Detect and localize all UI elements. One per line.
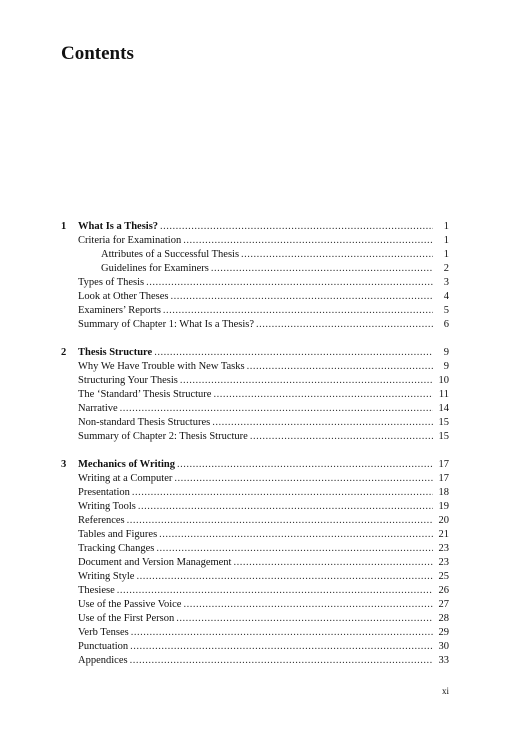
entry-page: 23 [438,543,449,554]
toc-entry[interactable] [61,514,449,528]
toc-entry[interactable] [61,626,449,640]
entry-title: Attributes of a Successful Thesis [101,249,240,260]
toc-chapter-2 [61,346,449,444]
chapter-page: 17 [438,459,449,470]
dot-leader [177,458,433,472]
dot-leader [154,346,433,360]
entry-title: Look at Other Theses [78,291,169,302]
entry-title: Use of the First Person [78,613,175,624]
entry-title: Punctuation [78,641,129,652]
entry-title: Appendices [78,655,128,666]
dot-leader [146,276,433,290]
toc-entry[interactable] [61,276,449,290]
toc-chapter-heading[interactable] [61,346,449,360]
dot-leader [160,220,433,234]
toc-entry[interactable] [61,360,449,374]
entry-title: Writing Style [78,571,135,582]
entry-title: Criteria for Examination [78,235,182,246]
dot-leader [120,402,433,416]
dot-leader [138,500,433,514]
entry-page: 21 [438,529,449,540]
entry-page: 18 [438,487,449,498]
entry-page: 5 [443,305,449,316]
entry-page: 20 [438,515,449,526]
entry-page: 23 [438,557,449,568]
toc-entry[interactable] [61,612,449,626]
chapter-title: What Is a Thesis? [78,221,159,232]
entry-title: Thesiese [78,585,115,596]
toc-entry[interactable] [61,528,449,542]
dot-leader [130,640,433,654]
entry-page: 6 [443,319,449,330]
entry-title: Use of the Passive Voice [78,599,182,610]
toc-entry[interactable] [61,486,449,500]
dot-leader [183,234,433,248]
entry-title: Verb Tenses [78,627,129,638]
toc-entry[interactable] [61,416,449,430]
entry-page: 14 [438,403,449,414]
entry-title: Examiners’ Reports [78,305,161,316]
toc-entry[interactable] [61,388,449,402]
entry-page: 1 [443,249,449,260]
chapter-page: 9 [443,347,449,358]
chapter-number: 1 [61,221,67,232]
dot-leader [171,290,434,304]
entry-page: 1 [443,235,449,246]
chapter-title: Mechanics of Writing [78,459,176,470]
dot-leader [233,556,433,570]
toc-chapter-1 [61,220,449,332]
entry-title: Writing at a Computer [78,473,173,484]
entry-page: 9 [443,361,449,372]
dot-leader [256,318,433,332]
dot-leader [176,612,433,626]
toc-chapter-heading[interactable] [61,458,449,472]
toc-entry[interactable] [61,500,449,514]
entry-page: 29 [438,627,449,638]
dot-leader [213,388,433,402]
entry-title: Document and Version Management [78,557,232,568]
entry-page: 10 [438,375,449,386]
entry-page: 11 [438,389,449,400]
entry-page: 15 [438,417,449,428]
dot-leader [136,570,433,584]
dot-leader [130,654,433,668]
entry-title: Narrative [78,403,118,414]
dot-leader [180,374,433,388]
chapter-title: Thesis Structure [78,347,153,358]
dot-leader [174,472,433,486]
chapter-number: 3 [61,459,67,470]
entry-title: Structuring Your Thesis [78,375,178,386]
entry-title: Presentation [78,487,130,498]
entry-page: 3 [443,277,449,288]
dot-leader [127,514,433,528]
entry-page: 26 [438,585,449,596]
entry-page: 19 [438,501,449,512]
chapter-number: 2 [61,347,67,358]
dot-leader [156,542,433,556]
toc-chapter-heading[interactable] [61,220,449,234]
entry-title: Writing Tools [78,501,136,512]
toc-entry[interactable] [61,430,449,444]
toc-entry[interactable] [61,290,449,304]
entry-title: Summary of Chapter 2: Thesis Structure [78,431,248,442]
entry-title: Guidelines for Examiners [101,263,209,274]
entry-title: Why We Have Trouble with New Tasks [78,361,245,372]
toc-entry[interactable] [61,234,449,248]
entry-title: Types of Thesis [78,277,145,288]
dot-leader [132,486,433,500]
entry-page: 2 [443,263,449,274]
toc-entry[interactable] [61,570,449,584]
entry-page: 15 [438,431,449,442]
toc-entry[interactable] [61,304,449,318]
dot-leader [159,528,433,542]
entry-page: 30 [438,641,449,652]
dot-leader [241,248,433,262]
dot-leader [131,626,433,640]
dot-leader [117,584,433,598]
toc-chapter-3 [61,458,449,668]
entry-page: 33 [438,655,449,666]
dot-leader [247,360,433,374]
toc-entry[interactable] [61,262,449,276]
entry-title: References [78,515,125,526]
dot-leader [211,262,433,276]
dot-leader [183,598,433,612]
toc-entry[interactable] [61,402,449,416]
entry-title: Non-standard Thesis Structures [78,417,211,428]
entry-page: 17 [438,473,449,484]
toc-entry[interactable] [61,472,449,486]
entry-title: Summary of Chapter 1: What Is a Thesis? [78,319,255,330]
entry-page: 4 [443,291,449,302]
entry-page: 25 [438,571,449,582]
dot-leader [163,304,433,318]
toc-entry[interactable] [61,654,449,668]
toc-entry[interactable] [61,248,449,262]
table-of-contents [61,220,449,668]
entry-title: Tables and Figures [78,529,158,540]
entry-title: Tracking Changes [78,543,155,554]
entry-page: 27 [438,599,449,610]
toc-entry[interactable] [61,640,449,654]
toc-entry[interactable] [61,542,449,556]
toc-entry[interactable] [61,584,449,598]
page-title: Contents [61,43,134,64]
dot-leader [250,430,433,444]
toc-entry[interactable] [61,556,449,570]
chapter-page: 1 [443,221,449,232]
dot-leader [212,416,433,430]
toc-entry[interactable] [61,318,449,332]
toc-entry[interactable] [61,374,449,388]
toc-entry[interactable] [61,598,449,612]
page-number: xi [441,686,449,696]
entry-page: 28 [438,613,449,624]
entry-title: The ‘Standard’ Thesis Structure [78,389,212,400]
